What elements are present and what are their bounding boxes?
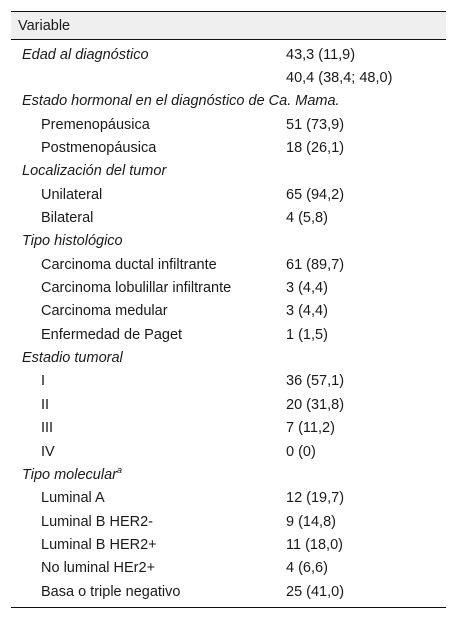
row-value: 43,3 (11,9) [286,46,356,63]
row-value: 20 (31,8) [286,396,345,413]
table-row [11,393,446,416]
section-row [11,230,446,253]
row-value: 4 (5,8) [286,210,328,227]
table-row [11,533,446,556]
row-label-cell [11,280,286,296]
table-bottom-rule [11,607,446,608]
row-label-cell [11,373,286,389]
row-label-cell [11,47,286,63]
row-label: IV [41,443,55,460]
row-label-cell [11,187,286,203]
row-label-cell [11,140,286,156]
row-value: 51 (73,9) [286,116,345,133]
table-row [11,323,446,346]
table-row [11,113,446,136]
section-row [11,463,446,486]
row-label: Carcinoma ductal infiltrante [41,256,217,273]
table-row [11,440,446,463]
row-label-cell [11,514,286,530]
row-value: 65 (94,2) [286,186,345,203]
row-label: Localización del tumor [22,163,167,180]
section-row [11,160,446,183]
row-value: 36 (57,1) [286,373,345,390]
row-label: Estadio tumoral [22,350,123,367]
row-value: 12 (19,7) [286,490,345,507]
row-label-cell [11,257,286,273]
row-label: Basa o triple negativo [41,583,181,600]
row-label-cell [11,584,286,600]
row-label: Postmenopáusica [41,140,157,157]
row-label-cell [11,163,286,179]
row-label-cell [11,467,286,483]
row-label: Edad al diagnóstico [22,46,149,63]
row-label: No luminal HEr2+ [41,560,156,577]
row-label: Tipo molecular [22,466,117,483]
row-label-cell [11,210,286,226]
row-value: 25 (41,0) [286,583,345,600]
table-row [11,557,446,580]
row-label: Bilateral [41,210,94,227]
row-label: III [41,420,54,437]
row-label: Luminal B HER2+ [41,536,157,553]
row-label: Tipo histológico [22,233,123,250]
table-row [11,510,446,533]
header-variable-label: Variable [18,17,71,34]
row-label-cell [11,537,286,553]
row-label-cell [11,117,286,133]
row-label: Carcinoma lobulillar infiltrante [41,280,232,297]
table-body [11,40,446,603]
row-value: 18 (26,1) [286,140,345,157]
row-label: I [41,373,46,390]
row-label: Luminal B HER2- [41,513,154,530]
row-value: 40,4 (38,4; 48,0) [286,70,393,87]
table-row [11,580,446,603]
footnote-marker: a [116,465,122,476]
table-row [11,417,446,440]
row-label-cell [11,350,286,366]
row-label: Carcinoma medular [41,303,168,320]
row-value: 11 (18,0) [286,536,343,553]
row-value: 9 (14,8) [286,513,336,530]
data-table [11,11,446,608]
table-row [11,276,446,299]
table-row [11,300,446,323]
row-label: Luminal A [41,490,105,507]
row-label-cell [11,490,286,506]
table-row [11,370,446,393]
row-label-cell [11,560,286,576]
row-label: Premenopáusica [41,116,150,133]
row-value: 4 (6,6) [286,560,328,577]
table-row [11,136,446,159]
section-row [11,43,446,66]
row-label-cell [11,233,286,249]
row-label: II [41,396,50,413]
table-row [11,487,446,510]
table-header [11,11,446,40]
row-label: Enfermedad de Paget [41,326,183,343]
table-row [11,183,446,206]
row-label-cell [11,397,286,413]
row-label-cell [11,303,286,319]
row-label: Unilateral [41,186,103,203]
section-row [11,90,446,113]
section-row [11,346,446,369]
row-value: 61 (89,7) [286,256,345,273]
row-value: 1 (1,5) [286,326,328,343]
row-label-cell [11,420,286,436]
row-value: 3 (4,4) [286,303,328,320]
row-label-cell [11,93,340,110]
row-value: 0 (0) [286,443,316,460]
row-label-cell [11,444,286,460]
table-row [11,66,446,89]
row-label: Estado hormonal en el diagnóstico de Ca. Mama. [22,93,340,110]
row-value: 7 (11,2) [286,420,335,437]
row-label-cell [11,327,286,343]
table-row [11,206,446,229]
table-row [11,253,446,276]
row-value: 3 (4,4) [286,280,328,297]
